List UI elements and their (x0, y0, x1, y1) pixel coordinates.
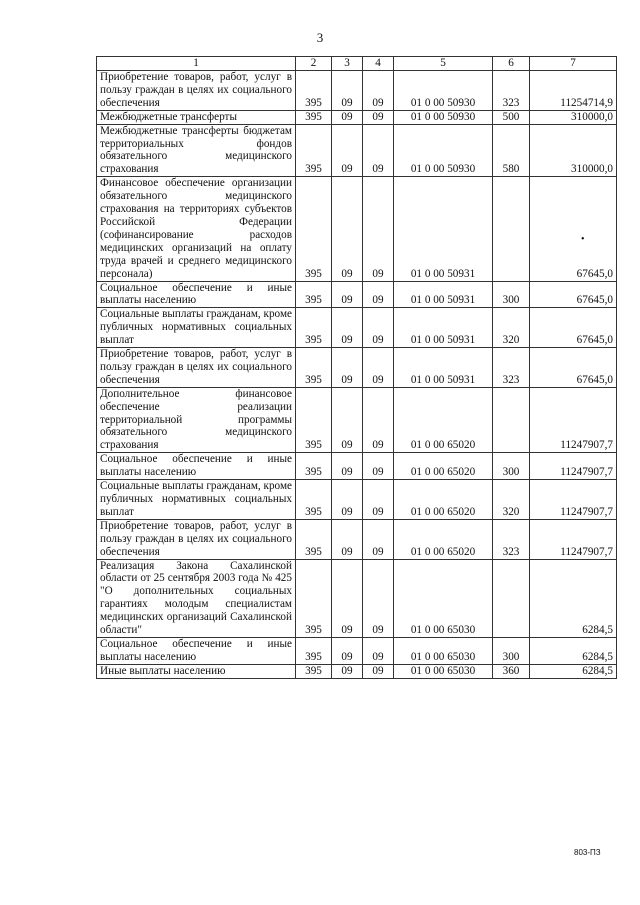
admin-code-cell: 395 (296, 348, 332, 388)
table-row (97, 281, 617, 308)
header-cell-4: 4 (363, 57, 394, 71)
expense-type-cell (493, 177, 530, 281)
target-article-cell: 01 0 00 65020 (394, 387, 493, 453)
expense-type-cell: 323 (493, 519, 530, 559)
section-cell: 09 (332, 480, 363, 520)
target-article-cell: 01 0 00 65020 (394, 480, 493, 520)
subsection-cell: 09 (363, 387, 394, 453)
section-cell: 09 (332, 453, 363, 480)
row-name-cell: Социальные выплаты гражданам, кроме публичных нормативных социальных выплат (97, 480, 296, 520)
expense-type-cell: 320 (493, 308, 530, 348)
admin-code-cell: 395 (296, 480, 332, 520)
expense-type-cell: 323 (493, 71, 530, 111)
expense-type-cell: 580 (493, 124, 530, 177)
header-cell-2: 2 (296, 57, 332, 71)
row-name-cell: Дополнительное финансовое обеспечение реализации территориальной программы обязательного медицинского страхования (97, 387, 296, 453)
target-article-cell: 01 0 00 50931 (394, 177, 493, 281)
page-number: 3 (316, 30, 324, 45)
section-cell: 09 (332, 110, 363, 124)
header-cell-5: 5 (394, 57, 493, 71)
amount-cell: 67645,0 (530, 308, 617, 348)
section-cell: 09 (332, 71, 363, 111)
section-cell: 09 (332, 308, 363, 348)
subsection-cell: 09 (363, 664, 394, 678)
amount-cell: 11247907,7 (530, 519, 617, 559)
table-row (97, 71, 617, 111)
section-cell: 09 (332, 519, 363, 559)
row-name-cell: Приобретение товаров, работ, услуг в пользу граждан в целях их социального обеспечения (97, 348, 296, 388)
header-cell-6: 6 (493, 57, 530, 71)
admin-code-cell: 395 (296, 519, 332, 559)
amount-cell: 11254714,9 (530, 71, 617, 111)
expense-type-cell: 360 (493, 664, 530, 678)
table-row (97, 110, 617, 124)
admin-code-cell: 395 (296, 71, 332, 111)
target-article-cell: 01 0 00 50930 (394, 110, 493, 124)
header-cell-1: 1 (97, 57, 296, 71)
subsection-cell: 09 (363, 637, 394, 664)
admin-code-cell: 395 (296, 387, 332, 453)
amount-cell: 67645,0 (530, 281, 617, 308)
table-row (97, 480, 617, 520)
section-cell: 09 (332, 124, 363, 177)
amount-cell: 310000,0 (530, 124, 617, 177)
subsection-cell: 09 (363, 110, 394, 124)
row-name-cell: Социальное обеспечение и иные выплаты населению (97, 637, 296, 664)
row-name-cell: Межбюджетные трансферты бюджетам территориальных фондов обязательного медицинского страхования (97, 124, 296, 177)
expense-type-cell (493, 559, 530, 637)
subsection-cell: 09 (363, 453, 394, 480)
target-article-cell: 01 0 00 65030 (394, 664, 493, 678)
target-article-cell: 01 0 00 65030 (394, 637, 493, 664)
target-article-cell: 01 0 00 50930 (394, 124, 493, 177)
table-row (97, 664, 617, 678)
amount-cell: 6284,5 (530, 664, 617, 678)
row-name-cell: Приобретение товаров, работ, услуг в пользу граждан в целях их социального обеспечения (97, 71, 296, 111)
admin-code-cell: 395 (296, 281, 332, 308)
subsection-cell: 09 (363, 71, 394, 111)
admin-code-cell: 395 (296, 110, 332, 124)
amount-cell: 310000,0 (530, 110, 617, 124)
subsection-cell: 09 (363, 348, 394, 388)
target-article-cell: 01 0 00 65020 (394, 519, 493, 559)
expense-type-cell: 300 (493, 281, 530, 308)
target-article-cell: 01 0 00 65020 (394, 453, 493, 480)
row-name-cell: Социальное обеспечение и иные выплаты населению (97, 453, 296, 480)
amount-cell: 67645,0 (530, 348, 617, 388)
table-row (97, 124, 617, 177)
row-name-cell: Реализация Закона Сахалинской области от 25 сентября 2003 года № 425 "О дополнительных социальных гарантиях молодым специалистам медицинских организаций Сахалинской области" (97, 559, 296, 637)
admin-code-cell: 395 (296, 453, 332, 480)
target-article-cell: 01 0 00 50931 (394, 348, 493, 388)
table-row (97, 387, 617, 453)
stray-mark: • (581, 234, 585, 245)
subsection-cell: 09 (363, 519, 394, 559)
section-cell: 09 (332, 348, 363, 388)
target-article-cell: 01 0 00 65030 (394, 559, 493, 637)
section-cell: 09 (332, 177, 363, 281)
expense-type-cell (493, 387, 530, 453)
section-cell: 09 (332, 559, 363, 637)
row-name-cell: Социальные выплаты гражданам, кроме публичных нормативных социальных выплат (97, 308, 296, 348)
admin-code-cell: 395 (296, 559, 332, 637)
expense-type-cell: 500 (493, 110, 530, 124)
table-row (97, 348, 617, 388)
subsection-cell: 09 (363, 177, 394, 281)
target-article-cell: 01 0 00 50931 (394, 308, 493, 348)
table-row (97, 177, 617, 281)
budget-table (96, 56, 617, 679)
expense-type-cell: 300 (493, 453, 530, 480)
amount-cell: 11247907,7 (530, 480, 617, 520)
target-article-cell: 01 0 00 50931 (394, 281, 493, 308)
row-name-cell: Социальное обеспечение и иные выплаты населению (97, 281, 296, 308)
subsection-cell: 09 (363, 281, 394, 308)
section-cell: 09 (332, 387, 363, 453)
target-article-cell: 01 0 00 50930 (394, 71, 493, 111)
header-cell-7: 7 (530, 57, 617, 71)
expense-type-cell: 320 (493, 480, 530, 520)
header-cell-3: 3 (332, 57, 363, 71)
section-cell: 09 (332, 664, 363, 678)
admin-code-cell: 395 (296, 664, 332, 678)
subsection-cell: 09 (363, 308, 394, 348)
section-cell: 09 (332, 281, 363, 308)
amount-cell: 6284,5 (530, 559, 617, 637)
table-row (97, 519, 617, 559)
subsection-cell: 09 (363, 124, 394, 177)
subsection-cell: 09 (363, 480, 394, 520)
table-row (97, 308, 617, 348)
row-name-cell: Иные выплаты населению (97, 664, 296, 678)
document-code: 803-ПЗ (574, 848, 601, 857)
subsection-cell: 09 (363, 559, 394, 637)
expense-type-cell: 323 (493, 348, 530, 388)
row-name-cell: Межбюджетные трансферты (97, 110, 296, 124)
header-row (97, 57, 617, 71)
row-name-cell: Финансовое обеспечение организации обязательного медицинского страхования на территориях субъектов Российской Федерации (софинансирование расходов медицинских организаций на оплату труда врачей и среднего медицинского персонала) (97, 177, 296, 281)
admin-code-cell: 395 (296, 637, 332, 664)
admin-code-cell: 395 (296, 177, 332, 281)
amount-cell: 67645,0 (530, 177, 617, 281)
expense-type-cell: 300 (493, 637, 530, 664)
amount-cell: 11247907,7 (530, 387, 617, 453)
row-name-cell: Приобретение товаров, работ, услуг в пользу граждан в целях их социального обеспечения (97, 519, 296, 559)
table-row (97, 453, 617, 480)
table-row (97, 559, 617, 637)
admin-code-cell: 395 (296, 124, 332, 177)
amount-cell: 11247907,7 (530, 453, 617, 480)
amount-cell: 6284,5 (530, 637, 617, 664)
table-row (97, 637, 617, 664)
section-cell: 09 (332, 637, 363, 664)
admin-code-cell: 395 (296, 308, 332, 348)
